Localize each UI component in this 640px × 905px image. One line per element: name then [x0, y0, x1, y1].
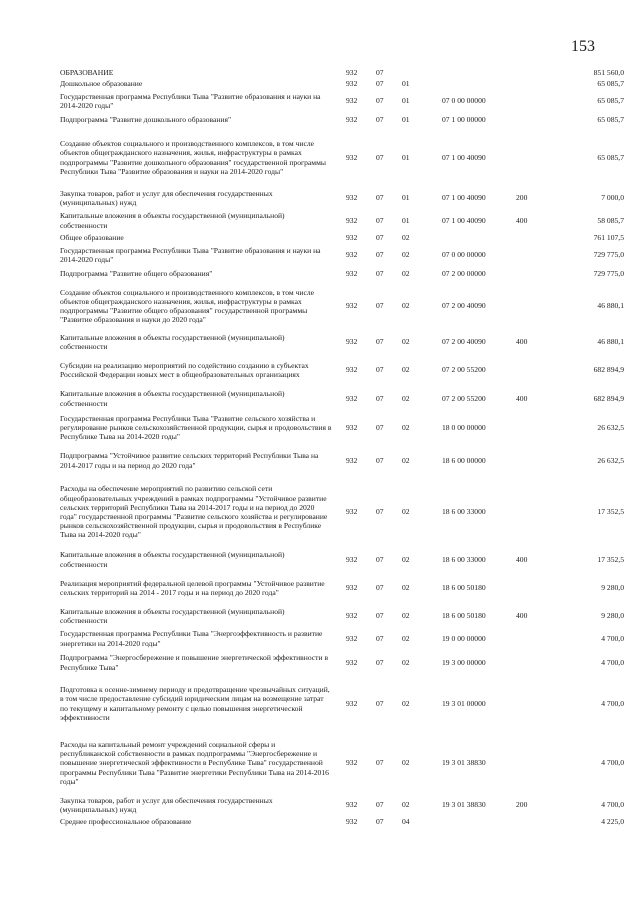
amount: 682 894,9	[593, 365, 624, 375]
expense-type-code: 400	[516, 611, 528, 621]
table-row	[60, 266, 624, 281]
row-name: Дошкольное образование	[60, 79, 143, 89]
target-article-code: 07 0 00 00000	[442, 250, 486, 260]
grbs-code: 932	[346, 96, 358, 106]
row-name: Капитальные вложения в объекты государственной (муниципальной) собственности	[60, 550, 285, 569]
amount: 58 085,7	[597, 215, 624, 225]
row-name: Государственная программа Республики Тыва "Развитие сельского хозяйства и регулирование рынков сельскохозяйственной продукции, сырья и продовольствия в Республике Тыва на 2014-2020 годы"	[60, 413, 332, 442]
expense-type-code	[516, 244, 544, 266]
grbs-code: 932	[346, 115, 358, 125]
grbs-code: 932	[346, 633, 358, 643]
section-code: 07	[376, 215, 384, 225]
row-name: Расходы на обеспечение мероприятий по развитию сельской сети общеобразовательных учреждений в рамках подпрограммы "Устойчивое развитие сельских территорий Республики Тыва на 2014-2017 годы и на период до 2020 года" государственной программы "Развитие сельского хозяйства и регулирование рынков сельскохозяйственной продукции, сырья и продовольствия в Республике Тыва на 2014-2020 годы"	[60, 484, 328, 540]
section-code: 07	[376, 554, 384, 564]
target-article-code: 19 3 00 00000	[442, 657, 486, 667]
row-name: Расходы на капитальный ремонт учреждений социальной сферы и республиканской собственности в рамках подпрограммы "Энергосбережение и повышение энергетической эффективности в Республике Тыва" государственной программы Республики Тыва "Развитие энергетики Республики Тыва на 2014-2016 годы"	[60, 739, 329, 786]
row-name: Подпрограмма "Развитие дошкольного образования"	[60, 115, 232, 125]
amount: 26 632,5	[597, 422, 624, 432]
expense-type-code	[516, 353, 544, 387]
row-name: Подпрограмма "Энергосбережение и повышение энергетической эффективности в Республике Тыва"	[60, 653, 329, 672]
section-code: 07	[376, 507, 384, 517]
target-article-code: 19 3 01 00000	[442, 698, 486, 708]
table-row	[60, 78, 624, 90]
subsection-code: 02	[402, 507, 410, 517]
expense-type-code	[516, 445, 544, 476]
target-article-code: 07 2 00 55200	[442, 365, 486, 375]
amount: 4 700,0	[601, 800, 624, 810]
row-name: Государственная программа Республики Тыва "Развитие образования и науки на 2014-2020 годы"	[60, 91, 321, 110]
page-number: 153	[571, 38, 595, 55]
table-row	[60, 187, 624, 209]
table-row	[60, 816, 624, 828]
section-code: 07	[376, 455, 384, 465]
table-row	[60, 353, 624, 387]
target-article-code: 07 2 00 40090	[442, 301, 486, 311]
table-row	[60, 548, 624, 571]
expense-type-code	[516, 732, 544, 794]
table-row	[60, 650, 624, 675]
target-article-code: 18 6 00 00000	[442, 455, 486, 465]
amount: 46 880,1	[597, 337, 624, 347]
expense-type-code	[516, 627, 544, 650]
row-name: Капитальные вложения в объекты государственной (муниципальной) собственности	[60, 606, 285, 625]
expense-type-code	[516, 67, 544, 78]
grbs-code: 932	[346, 422, 358, 432]
subsection-code	[402, 67, 442, 78]
subsection-code: 01	[402, 215, 410, 225]
target-article-code: 18 0 00 00000	[442, 422, 486, 432]
section-code: 07	[376, 611, 384, 621]
table-row	[60, 410, 624, 445]
amount: 65 085,7	[597, 79, 624, 89]
section-code: 07	[376, 79, 384, 89]
grbs-code: 932	[346, 758, 358, 768]
expense-type-code	[516, 128, 544, 187]
amount: 65 085,7	[597, 152, 624, 162]
row-name: Среднее профессиональное образование	[60, 817, 192, 827]
expense-type-code	[516, 266, 544, 281]
target-article-code: 07 2 00 00000	[442, 268, 486, 278]
amount: 46 880,1	[597, 301, 624, 311]
target-article-code: 07 1 00 40090	[442, 152, 486, 162]
subsection-code: 02	[402, 583, 410, 593]
row-name: Капитальные вложения в объекты государственной (муниципальной) собственности	[60, 211, 285, 230]
section-code: 07	[376, 583, 384, 593]
table-row	[60, 605, 624, 627]
section-code: 07	[376, 698, 384, 708]
section-code: 07	[376, 115, 384, 125]
table-row	[60, 209, 624, 232]
grbs-code: 932	[346, 455, 358, 465]
section-code: 07	[376, 633, 384, 643]
target-article-code: 18 6 00 33000	[442, 507, 486, 517]
subsection-code: 02	[402, 337, 410, 347]
row-name: Подготовка к осенне-зимнему периоду и предотвращение чрезвычайных ситуаций, в том числе предоставление субсидий юридическим лицам на возмещение затрат по текущему и капитальному ремонту с целью повышения энергетической эффективности	[60, 685, 330, 722]
subsection-code: 04	[402, 817, 410, 827]
section-code: 07	[376, 193, 384, 203]
grbs-code: 932	[346, 233, 358, 243]
row-name: ОБРАЗОВАНИЕ	[60, 67, 114, 77]
section-code: 07	[376, 268, 384, 278]
grbs-code: 932	[346, 337, 358, 347]
target-article-code: 07 0 00 00000	[442, 96, 486, 106]
grbs-code: 932	[346, 393, 358, 403]
grbs-code: 932	[346, 215, 358, 225]
grbs-code: 932	[346, 193, 358, 203]
amount: 7 000,0	[601, 193, 624, 203]
section-code: 07	[376, 800, 384, 810]
section-code: 07	[376, 365, 384, 375]
row-name: Создание объектов социального и производственного комплексов, в том числе объектов общегражданского назначения, жилья, инфраструктуры в рамках подпрограммы "Развитие общего образования" государственной программы "Развитие образования и науки до 2020 года"	[60, 287, 314, 325]
row-name: Субсидии на реализацию мероприятий по содействию созданию в субъектах Российской Федерации новых мест в общеобразовательных организациях	[60, 360, 309, 379]
row-name: Закупка товаров, работ и услуг для обеспечения государственных (муниципальных) нужд	[60, 795, 273, 814]
amount: 4 700,0	[601, 657, 624, 667]
expense-type-code	[516, 281, 544, 331]
subsection-code: 02	[402, 301, 410, 311]
section-code: 07	[376, 337, 384, 347]
table-row	[60, 128, 624, 187]
amount: 682 894,9	[593, 393, 624, 403]
section-code: 07	[376, 152, 384, 162]
section-code: 07	[376, 422, 384, 432]
amount: 9 280,0	[601, 583, 624, 593]
amount: 17 352,5	[597, 507, 624, 517]
grbs-code: 932	[346, 817, 358, 827]
subsection-code: 02	[402, 393, 410, 403]
amount: 9 280,0	[601, 611, 624, 621]
subsection-code: 02	[402, 698, 410, 708]
amount: 65 085,7	[597, 96, 624, 106]
grbs-code: 932	[346, 657, 358, 667]
target-article-code	[442, 67, 516, 78]
table-row	[60, 794, 624, 816]
subsection-code: 02	[402, 758, 410, 768]
subsection-code: 02	[402, 455, 410, 465]
table-row	[60, 90, 624, 112]
row-name: Государственная программа Республики Тыва "Энергоэффективность и развитие энергетики на 2014-2020 годы"	[60, 629, 323, 648]
section-code: 07	[376, 250, 384, 260]
table-row	[60, 732, 624, 794]
expense-type-code: 400	[516, 337, 528, 347]
subsection-code: 02	[402, 365, 410, 375]
subsection-code: 01	[402, 79, 410, 89]
target-article-code: 07 2 00 40090	[442, 337, 486, 347]
grbs-code: 932	[346, 250, 358, 260]
target-article-code	[442, 816, 516, 828]
target-article-code: 19 3 01 38830	[442, 758, 486, 768]
amount: 4 225,0	[601, 817, 624, 827]
expense-type-code: 200	[516, 800, 528, 810]
subsection-code: 01	[402, 115, 410, 125]
subsection-code: 02	[402, 422, 410, 432]
amount: 4 700,0	[601, 633, 624, 643]
target-article-code: 19 3 01 38830	[442, 800, 486, 810]
expense-type-code	[516, 78, 544, 90]
grbs-code: 932	[346, 79, 358, 89]
table-row	[60, 627, 624, 650]
section-code: 07	[376, 67, 384, 77]
target-article-code	[442, 78, 516, 90]
amount: 4 700,0	[601, 758, 624, 768]
section-code: 07	[376, 758, 384, 768]
subsection-code: 02	[402, 233, 410, 243]
grbs-code: 932	[346, 268, 358, 278]
expense-type-code	[516, 112, 544, 128]
section-code: 07	[376, 817, 384, 827]
row-name: Подпрограмма "Развитие общего образования"	[60, 268, 213, 278]
target-article-code: 07 2 00 55200	[442, 393, 486, 403]
table-row	[60, 331, 624, 353]
row-name: Закупка товаров, работ и услуг для обеспечения государственных (муниципальных) нужд	[60, 188, 273, 207]
expense-type-code	[516, 571, 544, 605]
target-article-code	[442, 232, 516, 244]
table-body	[60, 67, 624, 828]
subsection-code: 02	[402, 611, 410, 621]
section-code: 07	[376, 96, 384, 106]
table-row	[60, 281, 624, 331]
grbs-code: 932	[346, 507, 358, 517]
target-article-code: 19 0 00 00000	[442, 633, 486, 643]
target-article-code: 18 6 00 33000	[442, 554, 486, 564]
grbs-code: 932	[346, 800, 358, 810]
grbs-code: 932	[346, 554, 358, 564]
subsection-code: 02	[402, 554, 410, 564]
amount: 729 775,0	[593, 268, 624, 278]
expense-type-code: 400	[516, 215, 528, 225]
target-article-code: 07 1 00 00000	[442, 115, 486, 125]
row-name: Общее образование	[60, 233, 124, 243]
subsection-code: 01	[402, 152, 410, 162]
table-row	[60, 571, 624, 605]
grbs-code: 932	[346, 67, 358, 77]
expense-type-code	[516, 232, 544, 244]
target-article-code: 18 6 00 50180	[442, 583, 486, 593]
subsection-code: 02	[402, 633, 410, 643]
target-article-code: 18 6 00 50180	[442, 611, 486, 621]
table-row	[60, 244, 624, 266]
amount: 17 352,5	[597, 554, 624, 564]
amount: 761 107,5	[593, 233, 624, 243]
expense-type-code: 400	[516, 393, 528, 403]
subsection-code: 02	[402, 800, 410, 810]
amount: 851 560,0	[593, 67, 624, 77]
table-row	[60, 232, 624, 244]
subsection-code: 01	[402, 193, 410, 203]
table-row	[60, 67, 624, 78]
grbs-code: 932	[346, 301, 358, 311]
amount: 729 775,0	[593, 250, 624, 260]
amount: 26 632,5	[597, 455, 624, 465]
table-row	[60, 675, 624, 732]
budget-table	[60, 67, 624, 828]
section-code: 07	[376, 301, 384, 311]
expense-type-code: 200	[516, 193, 528, 203]
grbs-code: 932	[346, 152, 358, 162]
expense-type-code	[516, 476, 544, 548]
grbs-code: 932	[346, 365, 358, 375]
expense-type-code	[516, 90, 544, 112]
table-row	[60, 476, 624, 548]
target-article-code: 07 1 00 40090	[442, 215, 486, 225]
row-name: Государственная программа Республики Тыва "Развитие образования и науки на 2014-2020 годы"	[60, 245, 321, 264]
expense-type-code: 400	[516, 554, 528, 564]
expense-type-code	[516, 675, 544, 732]
row-name: Подпрограмма "Устойчивое развитие сельских территорий Республики Тыва на 2014-2017 годы и на период до 2020 года"	[60, 451, 319, 470]
expense-type-code	[516, 650, 544, 675]
target-article-code: 07 1 00 40090	[442, 193, 486, 203]
subsection-code: 02	[402, 657, 410, 667]
row-name: Капитальные вложения в объекты государственной (муниципальной) собственности	[60, 389, 285, 408]
grbs-code: 932	[346, 611, 358, 621]
table-row	[60, 112, 624, 128]
amount: 4 700,0	[601, 698, 624, 708]
table-row	[60, 387, 624, 410]
section-code: 07	[376, 657, 384, 667]
table-row	[60, 445, 624, 476]
amount: 65 085,7	[597, 115, 624, 125]
subsection-code: 02	[402, 268, 410, 278]
subsection-code: 02	[402, 250, 410, 260]
grbs-code: 932	[346, 583, 358, 593]
grbs-code: 932	[346, 698, 358, 708]
expense-type-code	[516, 816, 544, 828]
row-name: Создание объектов социального и производственного комплексов, в том числе объектов общегражданского назначения, жилья, инфраструктуры в рамках подпрограммы "Развитие дошкольного образования" государственной программы Республики Тыва "Развитие образования и науки на 2014-2020 годы"	[60, 139, 327, 176]
section-code: 07	[376, 393, 384, 403]
subsection-code: 01	[402, 96, 410, 106]
expense-type-code	[516, 410, 544, 445]
row-name: Реализация мероприятий федеральной целевой программы "Устойчивое развитие сельских территорий на 2014 - 2017 годы и на период до 2020 года"	[60, 578, 325, 597]
row-name: Капитальные вложения в объекты государственной (муниципальной) собственности	[60, 332, 285, 351]
section-code: 07	[376, 233, 384, 243]
